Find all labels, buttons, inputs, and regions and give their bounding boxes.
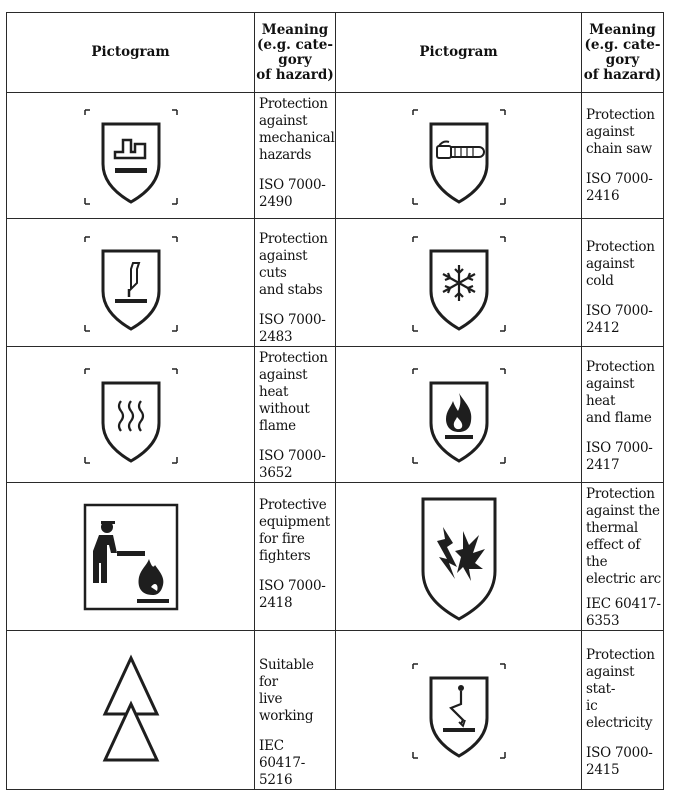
header-pictogram-left: Pictogram bbox=[7, 13, 255, 93]
standard-code: IEC 60417- 5216 bbox=[259, 738, 306, 788]
standard-code: IEC 60417- 6353 bbox=[586, 596, 661, 629]
meaning-cell bbox=[255, 93, 336, 219]
pictogram-cell bbox=[336, 347, 582, 483]
meaning-cell bbox=[582, 93, 664, 219]
meaning-text: Protection against chain saw bbox=[586, 107, 655, 157]
chain-saw-icon bbox=[409, 106, 509, 206]
standard-code: ISO 7000- 2417 bbox=[586, 440, 653, 473]
pictogram-cell bbox=[7, 93, 255, 219]
flame-icon bbox=[409, 365, 509, 465]
table-row bbox=[7, 347, 664, 483]
standard-code: ISO 7000- 2416 bbox=[586, 171, 653, 204]
meaning-text: Protection against heat without flame bbox=[259, 350, 328, 434]
table-row bbox=[7, 219, 664, 347]
meaning-cell bbox=[255, 631, 336, 790]
meaning-cell bbox=[255, 347, 336, 483]
electric-arc-icon bbox=[404, 491, 514, 623]
meaning-cell bbox=[255, 483, 336, 631]
meaning-text: Protection against the thermal effect of the electric arc bbox=[586, 486, 661, 587]
meaning-text: Protective equipment for fire fighters bbox=[259, 497, 330, 564]
meaning-text: Suitable for live working bbox=[259, 657, 314, 724]
mechanical-hazard-icon bbox=[81, 106, 181, 206]
standard-code: ISO 7000- 3652 bbox=[259, 448, 326, 481]
header-meaning-right: Meaning (e.g. cate- gory of hazard) bbox=[582, 13, 664, 93]
header-pictogram-right: Pictogram bbox=[336, 13, 582, 93]
meaning-text: Protection against mechanical hazards bbox=[259, 96, 335, 163]
pictogram-cell bbox=[7, 483, 255, 631]
standard-code: ISO 7000- 2412 bbox=[586, 303, 653, 336]
knife-cut-icon bbox=[81, 233, 181, 333]
pictogram-cell bbox=[7, 219, 255, 347]
meaning-text: Protection against cold bbox=[586, 239, 655, 289]
standard-code: ISO 7000- 2415 bbox=[586, 745, 653, 778]
meaning-text: Protection against cuts and stabs bbox=[259, 231, 328, 298]
pictogram-cell bbox=[336, 483, 582, 631]
meaning-text: Protection against stat- ic electricity bbox=[586, 647, 655, 731]
meaning-cell bbox=[255, 219, 336, 347]
meaning-cell bbox=[582, 483, 664, 631]
meaning-cell bbox=[582, 219, 664, 347]
meaning-cell bbox=[582, 347, 664, 483]
standard-code: ISO 7000- 2490 bbox=[259, 177, 326, 210]
standard-code: ISO 7000- 2483 bbox=[259, 312, 326, 345]
meaning-text: Protection against heat and flame bbox=[586, 359, 655, 426]
firefighter-icon bbox=[79, 497, 183, 617]
double-triangle-icon bbox=[91, 654, 171, 766]
table-row bbox=[7, 631, 664, 790]
static-electricity-icon bbox=[409, 660, 509, 760]
pictogram-table bbox=[6, 12, 664, 790]
pictogram-cell bbox=[7, 631, 255, 790]
pictogram-cell bbox=[336, 219, 582, 347]
pictogram-cell bbox=[7, 347, 255, 483]
header-meaning-left: Meaning (e.g. cate- gory of hazard) bbox=[255, 13, 336, 93]
table-row bbox=[7, 483, 664, 631]
meaning-cell bbox=[582, 631, 664, 790]
table-row bbox=[7, 93, 664, 219]
snowflake-cold-icon bbox=[409, 233, 509, 333]
heat-waves-icon bbox=[81, 365, 181, 465]
header-row bbox=[7, 13, 664, 93]
pictogram-cell bbox=[336, 93, 582, 219]
pictogram-cell bbox=[336, 631, 582, 790]
standard-code: ISO 7000- 2418 bbox=[259, 578, 326, 611]
